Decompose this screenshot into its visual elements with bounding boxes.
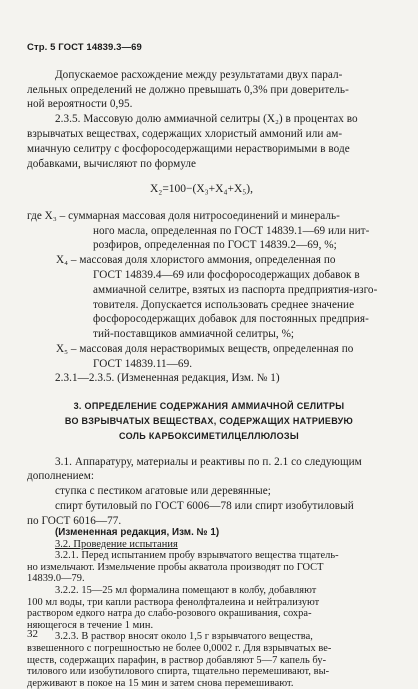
- text-line: розфиров, определенная по ГОСТ 14839.2—69, %;: [93, 239, 337, 251]
- text-line: ступка с пестиком агатовые или деревянные;: [55, 485, 271, 497]
- text-line: взрывчатых веществах, содержащих хлористый аммоний или ам-: [27, 128, 343, 140]
- text-line: Допускаемое расхождение между результатами двух парал-: [55, 69, 343, 81]
- text-line: ществ, содержащих парафин, в раствор добавляют 5—7 капель бу-: [27, 654, 327, 666]
- text-line: ного масла, определенная по ГОСТ 14839.1—69 или нит-: [93, 225, 370, 237]
- text-line: взвешенного с погрешностью не более 0,0002 г. Для взрывчатых ве-: [27, 643, 332, 654]
- text-line: 3.2.3. В раствор вносят около 1,5 г взрывчатого вещества,: [55, 631, 313, 643]
- text-line: по ГОСТ 6016—77.: [27, 515, 122, 527]
- text-line: тий-поставщиков аммиачной селитры, %;: [93, 328, 295, 340]
- text-line: ной вероятности 0,95.: [27, 98, 133, 110]
- subsection-heading-text: 3.2. Проведение испытания: [55, 538, 178, 550]
- text-line: дополнением:: [27, 470, 94, 482]
- subsection-heading: [55, 540, 178, 550]
- text-line: где X₃ – суммарная массовая доля нитросоединений и минераль-: [27, 210, 340, 222]
- text-line: тилового или изобутилового спирта, тщательно перемешивают, вы-: [27, 666, 330, 678]
- text-line: добавками, вычисляют по формуле: [27, 158, 197, 170]
- text-line: 3.2.2. 15—25 мл формалина помещают в колбу, добавляют: [55, 585, 317, 596]
- section-title-line: 3. ОПРЕДЕЛЕНИЕ СОДЕРЖАНИЯ АММИАЧНОЙ СЕЛИТРЫ: [73, 401, 345, 411]
- text-line: фосфоросодержащих добавок для постоянных предприя-: [93, 313, 369, 325]
- text-line: 100 мл воды, три капли раствора фенолфталеина и нейтрализуют: [27, 596, 320, 608]
- text-line: 3.2.1. Перед испытанием пробу взрывчатого вещества тщатель-: [55, 550, 339, 562]
- text-line: раствором едкого натра до слабо-розового окрашивания, сохра-: [27, 608, 312, 620]
- text-line: миачную селитру с фосфоросодержащими нерастворимыми в воде: [27, 143, 350, 155]
- section-title-line: СОЛЬ КАРБОКСИМЕТИЛЦЕЛЛЮЛОЗЫ: [119, 431, 299, 441]
- revision-note: (Измененная редакция, Изм. № 1): [55, 527, 220, 538]
- section-title-line: ВО ВЗРЫВЧАТЫХ ВЕЩЕСТВАХ, СОДЕРЖАЩИХ НАТРИЕВУЮ: [64, 416, 354, 426]
- page-number: 32: [27, 628, 38, 640]
- text-line: ГОСТ 14839.11—69.: [93, 358, 193, 370]
- text-line: но измельчают. Измельчение пробы акватола производят по ГОСТ: [27, 561, 324, 573]
- text-line: няющегося в течение 1 мин.: [27, 619, 154, 631]
- text-line: ГОСТ 14839.4—69 или фосфоросодержащих добавок в: [93, 269, 360, 281]
- text-line: аммиачной селитре, взятых из паспорта предприятия-изго-: [93, 284, 378, 296]
- text-line: 14839.0—79.: [27, 573, 85, 585]
- text-line: спирт бутиловый по ГОСТ 6006—78 или спирт изобутиловый: [55, 500, 354, 512]
- text-line: 3.1. Аппаратуру, материалы и реактивы по п. 2.1 со следующим: [55, 456, 362, 468]
- formula: X₂=100−(X₃+X₄+X₅),: [150, 183, 253, 195]
- text-line: 2.3.5. Массовую долю аммиачной селитры (X₂) в процентах во: [55, 113, 358, 125]
- text-line: X₅ – массовая доля нерастворимых веществ, определенная по: [56, 343, 354, 355]
- page-header: Стр. 5 ГОСТ 14839.3—69: [27, 42, 142, 53]
- text-line: X₄ – массовая доля хлористого аммония, определенная по: [56, 254, 336, 266]
- text-line: товителя. Допускается использовать среднее значение: [93, 299, 355, 311]
- text-line: держивают в покое на 15 мин и затем снова перемешивают.: [27, 677, 294, 689]
- revision-note: 2.3.1—2.3.5. (Измененная редакция, Изм. № 1): [55, 372, 280, 384]
- text-line: лельных определений не должно превышать 0,3% при доверитель-: [27, 84, 349, 96]
